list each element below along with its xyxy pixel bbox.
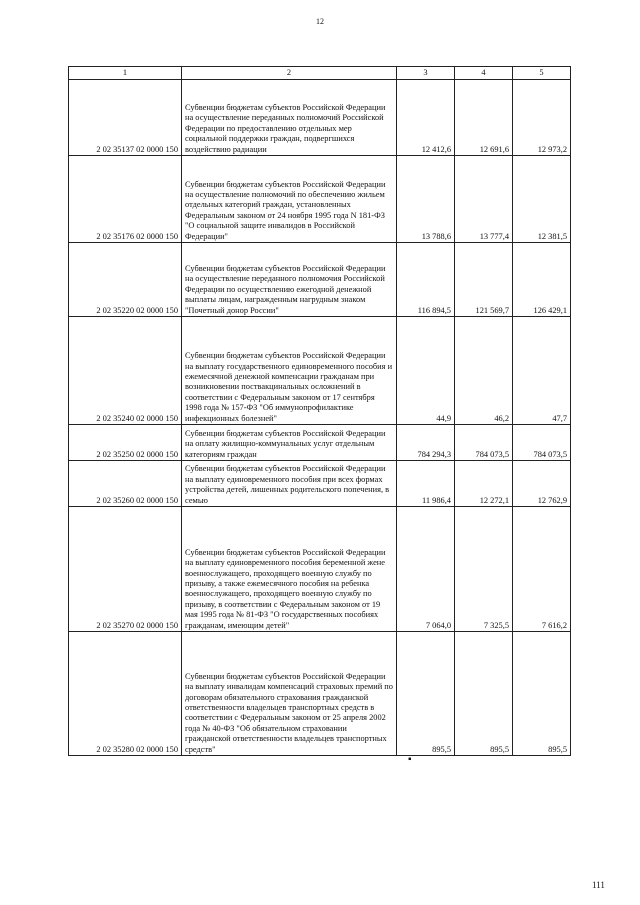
page-number: 12: [316, 17, 324, 26]
budget-code: 2 02 35260 02 0000 150: [69, 461, 182, 507]
budget-code: 2 02 35240 02 0000 150: [69, 317, 182, 425]
column-header-3: 3: [397, 67, 455, 80]
value-col-3: 895,5: [397, 632, 455, 756]
row-description: Субвенции бюджетам субъектов Российской Федерации на осуществление полномочий по обеспечению жильем отдельных категорий граждан, установленных Федеральным законом от 24 ноября 1995 года N 181-ФЗ "О социальной защите инвалидов в Российской Федерации": [182, 156, 397, 243]
row-description: Субвенции бюджетам субъектов Российской Федерации на выплату единовременного пособия беременной жене военнослужащего, проходящего военную службу по призыву, а также ежемесячного пособия на ребенка военнослужащего, проходящего военную службу по призыву, в соответствии с Федеральным законом от 19 мая 1995 года № 81-ФЗ "О государственных пособиях гражданам, имеющим детей": [182, 507, 397, 632]
table-row: [69, 80, 571, 156]
value-col-5: 895,5: [513, 632, 571, 756]
budget-code: 2 02 35176 02 0000 150: [69, 156, 182, 243]
value-col-5: 47,7: [513, 317, 571, 425]
value-col-3: 44,9: [397, 317, 455, 425]
column-header-2: 2: [182, 67, 397, 80]
budget-code: 2 02 35250 02 0000 150: [69, 425, 182, 461]
column-header-5: 5: [513, 67, 571, 80]
value-col-5: 7 616,2: [513, 507, 571, 632]
value-col-4: 12 272,1: [455, 461, 513, 507]
value-col-3: 116 894,5: [397, 243, 455, 317]
value-col-3: 7 064,0: [397, 507, 455, 632]
value-col-4: 46,2: [455, 317, 513, 425]
value-col-5: 12 381,5: [513, 156, 571, 243]
table-row: [69, 425, 571, 461]
row-description: Субвенции бюджетам субъектов Российской Федерации на оплату жилищно-коммунальных услуг отдельным категориям граждан: [182, 425, 397, 461]
value-col-5: 126 429,1: [513, 243, 571, 317]
value-col-4: 784 073,5: [455, 425, 513, 461]
table-row: [69, 461, 571, 507]
budget-revenue-table: [68, 66, 571, 756]
value-col-4: 12 691,6: [455, 80, 513, 156]
table-row: [69, 317, 571, 425]
row-description: Субвенции бюджетам субъектов Российской Федерации на выплату инвалидам компенсаций страховых премий по договорам обязательного страхования гражданской ответственности владельцев транспортных средств в соответствии с Федеральным законом от 25 апреля 2002 года № 40-ФЗ "Об обязательном страховании гражданской ответственности владельцев транспортных средств": [182, 632, 397, 756]
row-description: Субвенции бюджетам субъектов Российской Федерации на выплату государственного единовременного пособия и ежемесячной денежной компенсации гражданам при возникновении поствакцинальных осложнений в соответствии с Федеральным законом от 17 сентября 1998 года № 157-ФЗ "Об иммунопрофилактике инфекционных болезней": [182, 317, 397, 425]
table-header-row: [69, 67, 571, 80]
value-col-3: 11 986,4: [397, 461, 455, 507]
budget-code: 2 02 35137 02 0000 150: [69, 80, 182, 156]
value-col-4: 7 325,5: [455, 507, 513, 632]
table-row: [69, 243, 571, 317]
row-description: Субвенции бюджетам субъектов Российской Федерации на осуществление переданных полномочий Российской Федерации по предоставлению отдельных мер социальной поддержки граждан, подвергшихся воздействию радиации: [182, 80, 397, 156]
value-col-5: 784 073,5: [513, 425, 571, 461]
value-col-4: 895,5: [455, 632, 513, 756]
row-description: Субвенции бюджетам субъектов Российской Федерации на осуществление переданного полномочия Российской Федерации по осуществлению ежегодной денежной выплаты лицам, награжденным нагрудным знаком "Почетный донор России": [182, 243, 397, 317]
value-col-4: 121 569,7: [455, 243, 513, 317]
budget-code: 2 02 35280 02 0000 150: [69, 632, 182, 756]
budget-code: 2 02 35220 02 0000 150: [69, 243, 182, 317]
value-col-5: 12 973,2: [513, 80, 571, 156]
row-description: Субвенции бюджетам субъектов Российской Федерации на выплату единовременного пособия при всех формах устройства детей, лишенных родительского попечения, в семью: [182, 461, 397, 507]
table-row: [69, 632, 571, 756]
value-col-3: 784 294,3: [397, 425, 455, 461]
stray-mark: ▪: [408, 754, 412, 765]
value-col-3: 13 788,6: [397, 156, 455, 243]
column-header-4: 4: [455, 67, 513, 80]
table-row: [69, 507, 571, 632]
value-col-4: 13 777,4: [455, 156, 513, 243]
value-col-3: 12 412,6: [397, 80, 455, 156]
value-col-5: 12 762,9: [513, 461, 571, 507]
column-header-1: 1: [69, 67, 182, 80]
budget-code: 2 02 35270 02 0000 150: [69, 507, 182, 632]
table-row: [69, 156, 571, 243]
corner-page-mark: 111: [592, 880, 605, 890]
